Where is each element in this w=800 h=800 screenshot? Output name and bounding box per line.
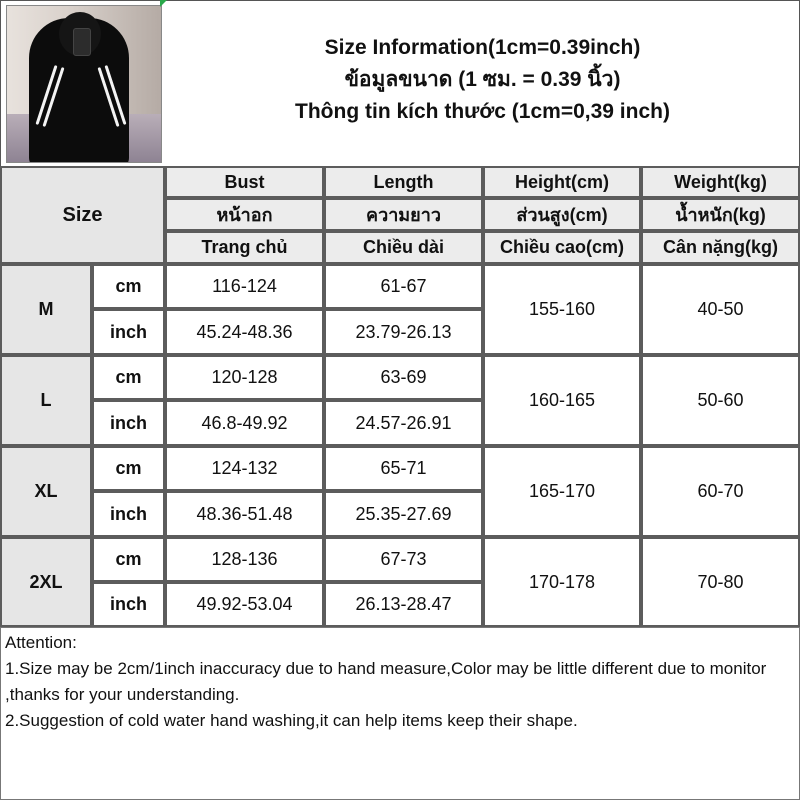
height-value: 165-170	[483, 446, 641, 537]
attention-note-2: 2.Suggestion of cold water hand washing,it can help items keep their shape.	[5, 711, 578, 730]
height-header-en: Height(cm)	[483, 166, 641, 198]
weight-header-en: Weight(kg)	[641, 166, 800, 198]
bust-inch-value: 45.24-48.36	[165, 309, 324, 355]
unit-inch-label: inch	[92, 491, 165, 537]
height-header-th: ส่วนสูง(cm)	[483, 198, 641, 231]
size-row-label: XL	[0, 446, 92, 537]
size-info-title	[165, 32, 800, 128]
bust-inch-value: 49.92-53.04	[165, 582, 324, 627]
bust-header-en: Bust	[165, 166, 324, 198]
bust-header-vi: Trang chủ	[165, 231, 324, 264]
bust-cm-value: 116-124	[165, 264, 324, 309]
length-cm-value: 65-71	[324, 446, 483, 491]
length-inch-value: 25.35-27.69	[324, 491, 483, 537]
length-inch-value: 24.57-26.91	[324, 400, 483, 446]
unit-inch-label: inch	[92, 309, 165, 355]
unit-inch-label: inch	[92, 582, 165, 627]
weight-header-vi: Cân nặng(kg)	[641, 231, 800, 264]
photo-phone	[73, 28, 91, 56]
weight-value: 60-70	[641, 446, 800, 537]
attention-note-1: 1.Size may be 2cm/1inch inaccuracy due to hand measure,Color may be little different due to monitor ,thanks for your understanding.	[5, 659, 767, 704]
title-line-english: Size Information(1cm=0.39inch)	[324, 36, 641, 59]
corner-mark	[160, 0, 167, 7]
size-column-header: Size	[0, 166, 165, 264]
height-value: 155-160	[483, 264, 641, 355]
attention-notes	[0, 627, 800, 800]
length-inch-value: 26.13-28.47	[324, 582, 483, 627]
length-header-th: ความยาว	[324, 198, 483, 231]
bust-cm-value: 128-136	[165, 537, 324, 582]
unit-cm-label: cm	[92, 264, 165, 309]
bust-cm-value: 120-128	[165, 355, 324, 400]
length-header-vi: Chiều dài	[324, 231, 483, 264]
product-photo	[6, 5, 162, 163]
title-line-vietnamese: Thông tin kích thước (1cm=0,39 inch)	[295, 100, 670, 123]
unit-inch-label: inch	[92, 400, 165, 446]
height-value: 160-165	[483, 355, 641, 446]
title-line-thai: ข้อมูลขนาด (1 ซม. = 0.39 นิ้ว)	[344, 68, 621, 91]
height-value: 170-178	[483, 537, 641, 627]
bust-header-th: หน้าอก	[165, 198, 324, 231]
unit-cm-label: cm	[92, 446, 165, 491]
length-inch-value: 23.79-26.13	[324, 309, 483, 355]
size-row-label: L	[0, 355, 92, 446]
unit-cm-label: cm	[92, 537, 165, 582]
attention-heading: Attention:	[5, 633, 77, 652]
height-header-vi: Chiều cao(cm)	[483, 231, 641, 264]
weight-header-th: น้ำหนัก(kg)	[641, 198, 800, 231]
unit-cm-label: cm	[92, 355, 165, 400]
bust-inch-value: 48.36-51.48	[165, 491, 324, 537]
weight-value: 40-50	[641, 264, 800, 355]
weight-value: 50-60	[641, 355, 800, 446]
length-cm-value: 63-69	[324, 355, 483, 400]
size-row-label: M	[0, 264, 92, 355]
length-cm-value: 61-67	[324, 264, 483, 309]
bust-cm-value: 124-132	[165, 446, 324, 491]
bust-inch-value: 46.8-49.92	[165, 400, 324, 446]
weight-value: 70-80	[641, 537, 800, 627]
length-cm-value: 67-73	[324, 537, 483, 582]
length-header-en: Length	[324, 166, 483, 198]
size-row-label: 2XL	[0, 537, 92, 627]
